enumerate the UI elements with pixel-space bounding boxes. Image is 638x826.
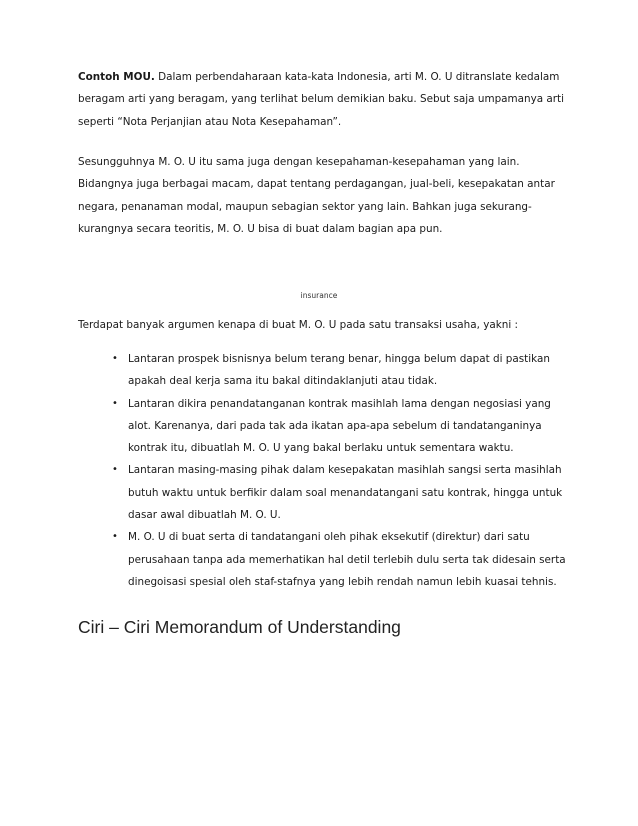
- list-item-text: Lantaran prospek bisnisnya belum terang benar, hingga belum dapat di pastikan apakah deal kerja sama itu bakal ditindaklanjuti atau tidak.: [128, 353, 550, 388]
- list-item: [78, 348, 568, 393]
- list-item: [78, 393, 568, 460]
- list-item: [78, 526, 568, 593]
- paragraph-reasons-intro: Terdapat banyak argumen kenapa di buat M. O. U pada satu transaksi usaha, yakni :: [78, 319, 519, 331]
- list-item-text: M. O. U di buat serta di tandatangani oleh pihak eksekutif (direktur) dari satu perusahaan tanpa ada memerhatikan hal detil terlebih dulu serta tak didesain serta dinegoisasi spesial oleh staf-stafnya yang lebih rendah namun lebih kuasai tehnis.: [128, 531, 566, 588]
- bullet-icon: •: [112, 353, 118, 364]
- list-item-text: Lantaran masing-masing pihak dalam kesepakatan masihlah sangsi serta masihlah butuh waktu untuk berfikir dalam soal menandatangani satu kontrak, hingga untuk dasar awal dibuatlah M. O. U.: [128, 464, 563, 522]
- bullet-icon: •: [112, 464, 118, 476]
- bullet-icon: •: [112, 397, 118, 409]
- intro-paragraph: [78, 66, 568, 133]
- list-item: [78, 459, 568, 526]
- image-caption: insurance: [300, 291, 338, 300]
- list-item-text: Lantaran dikira penandatanganan kontrak masihlah lama dengan negosiasi yang alot. Karenanya, dari pada tak ada ikatan apa-apa sebelum di tandatanganinya kontrak itu, dibuatlah M. O. U yang bakal berlaku untuk sementara waktu.: [128, 397, 551, 455]
- section-heading: Ciri – Ciri Memorandum of Understanding: [78, 617, 401, 637]
- paragraph-mou-scope: Sesungguhnya M. O. U itu sama juga dengan kesepahaman-kesepahaman yang lain. Bidangnya juga berbagai macam, dapat tentang perdagangan, jual-beli, kesepakatan antar negara, penanaman modal, maupun sebagian sektor yang lain. Bahkan juga sekurang-kurangnya secara teoritis, M. O. U bisa di buat dalam bagian apa pun.: [78, 156, 555, 235]
- intro-label: Contoh MOU.: [78, 71, 155, 83]
- reasons-list: [78, 348, 568, 593]
- bullet-icon: •: [112, 531, 118, 543]
- intro-text: Dalam perbendaharaan kata-kata Indonesia, arti M. O. U ditranslate kedalam beragam arti yang beragam, yang terlihat belum demikian baku. Sebut saja umpamanya arti seperti “Nota Perjanjian atau Nota Kesepahaman”.: [78, 71, 565, 128]
